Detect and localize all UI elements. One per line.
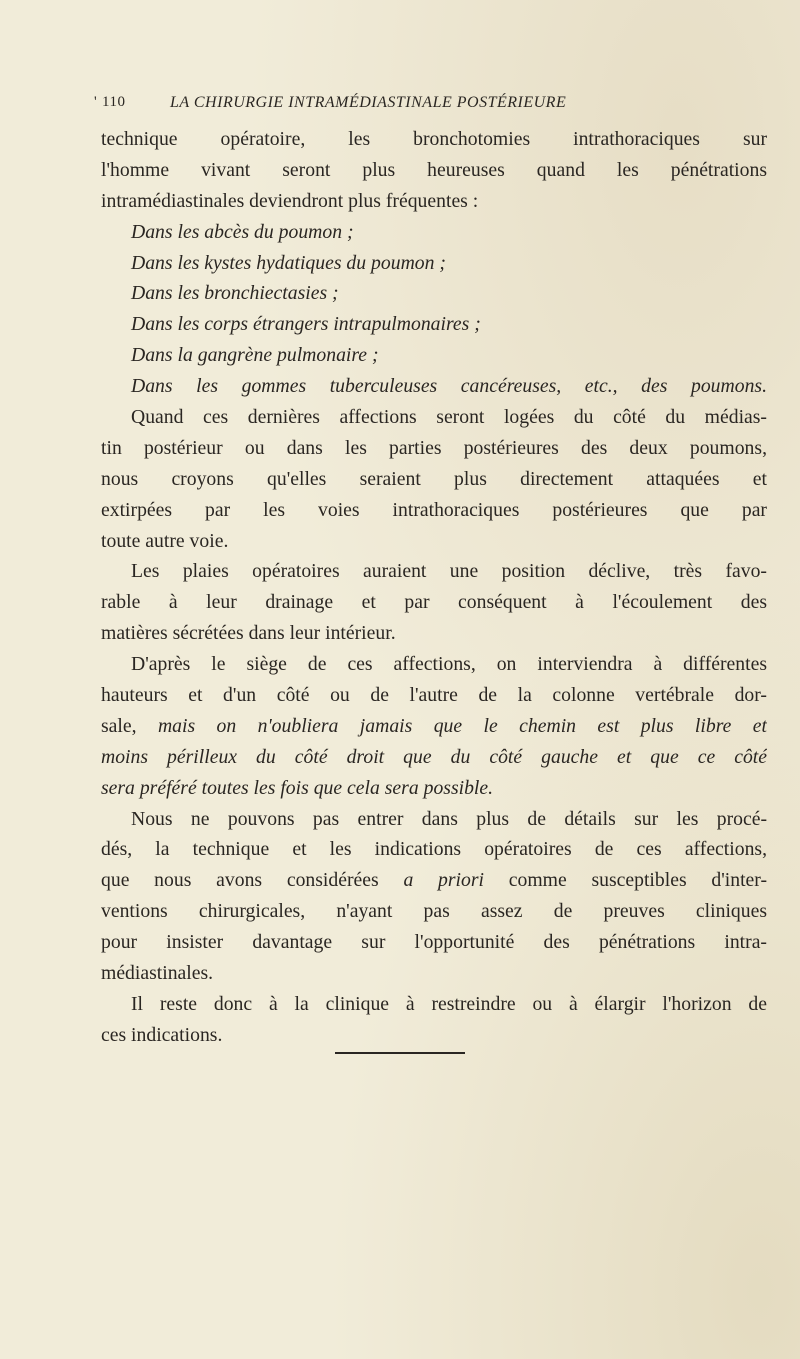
page-number: 110: [102, 94, 126, 110]
text-line: Il reste donc à la clinique à restreindre ou à élargir l'horizon de: [131, 992, 767, 1015]
text-line: nous croyons qu'elles seraient plus directement attaquées et: [101, 467, 767, 490]
list-item: Dans les gommes tuberculeuses cancéreuses, etc., des poumons.: [131, 375, 767, 398]
list-item: Dans les abcès du poumon ;: [131, 220, 354, 243]
text-line: [101, 865, 767, 896]
folio-mark: ': [94, 94, 98, 110]
text-line: intramédiastinales deviendront plus fréquentes :: [101, 189, 479, 212]
text-segment: que nous avons considérées: [101, 869, 404, 892]
text-line: toute autre voie.: [101, 529, 229, 552]
text-line: ces indications.: [101, 1023, 223, 1046]
text-segment: comme susceptibles d'inter-: [484, 869, 767, 892]
text-line: matières sécrétées dans leur intérieur.: [101, 622, 396, 645]
text-line: [101, 773, 767, 804]
text-line: Nous ne pouvons pas entrer dans plus de détails sur les procé-: [131, 807, 767, 830]
text-line: [101, 742, 767, 773]
text-line: ventions chirurgicales, n'ayant pas assez de preuves cliniques: [101, 900, 767, 923]
text-line: dés, la technique et les indications opératoires de ces affections,: [101, 838, 767, 861]
emphasis-text: sera préféré toutes les fois que cela sera possible.: [101, 776, 494, 799]
text-line: extirpées par les voies intrathoraciques postérieures que par: [101, 498, 767, 521]
text-line: tin postérieur ou dans les parties postérieures des deux poumons,: [101, 436, 767, 459]
end-rule: [335, 1052, 465, 1054]
body-text: [101, 124, 767, 1051]
text-line: rable à leur drainage et par conséquent à l'écoulement des: [101, 591, 767, 614]
emphasis-text: moins périlleux du côté droit que du côté gauche et que ce côté: [101, 745, 767, 768]
list-item: Dans les bronchiectasies ;: [131, 282, 339, 305]
text-line: médiastinales.: [101, 962, 214, 985]
text-line: pour insister davantage sur l'opportunité des pénétrations intra-: [101, 931, 767, 954]
list-item: Dans les kystes hydatiques du poumon ;: [131, 251, 446, 274]
text-line: D'après le siège de ces affections, on interviendra à différentes: [131, 653, 767, 676]
running-head: [94, 94, 748, 118]
text-line: technique opératoire, les bronchotomies intrathoraciques sur: [101, 128, 767, 150]
list-item: Dans les corps étrangers intrapulmonaires ;: [131, 313, 481, 336]
text-line: hauteurs et d'un côté ou de l'autre de la colonne vertébrale dor-: [101, 684, 767, 707]
text-line: Les plaies opératoires auraient une position déclive, très favo-: [131, 560, 767, 583]
text-line: [101, 711, 767, 742]
list-item: Dans la gangrène pulmonaire ;: [131, 344, 379, 367]
text-segment: sale,: [101, 714, 158, 737]
emphasis-text: mais on n'oubliera jamais que le chemin est plus libre et: [157, 714, 767, 737]
text-line: Quand ces dernières affections seront logées du côté du médias-: [131, 406, 767, 429]
text-line: l'homme vivant seront plus heureuses quand les pénétrations: [101, 158, 767, 181]
emphasis-text: a priori: [403, 869, 484, 892]
running-title: LA CHIRURGIE INTRAMÉDIASTINALE POSTÉRIEURE: [170, 94, 567, 111]
